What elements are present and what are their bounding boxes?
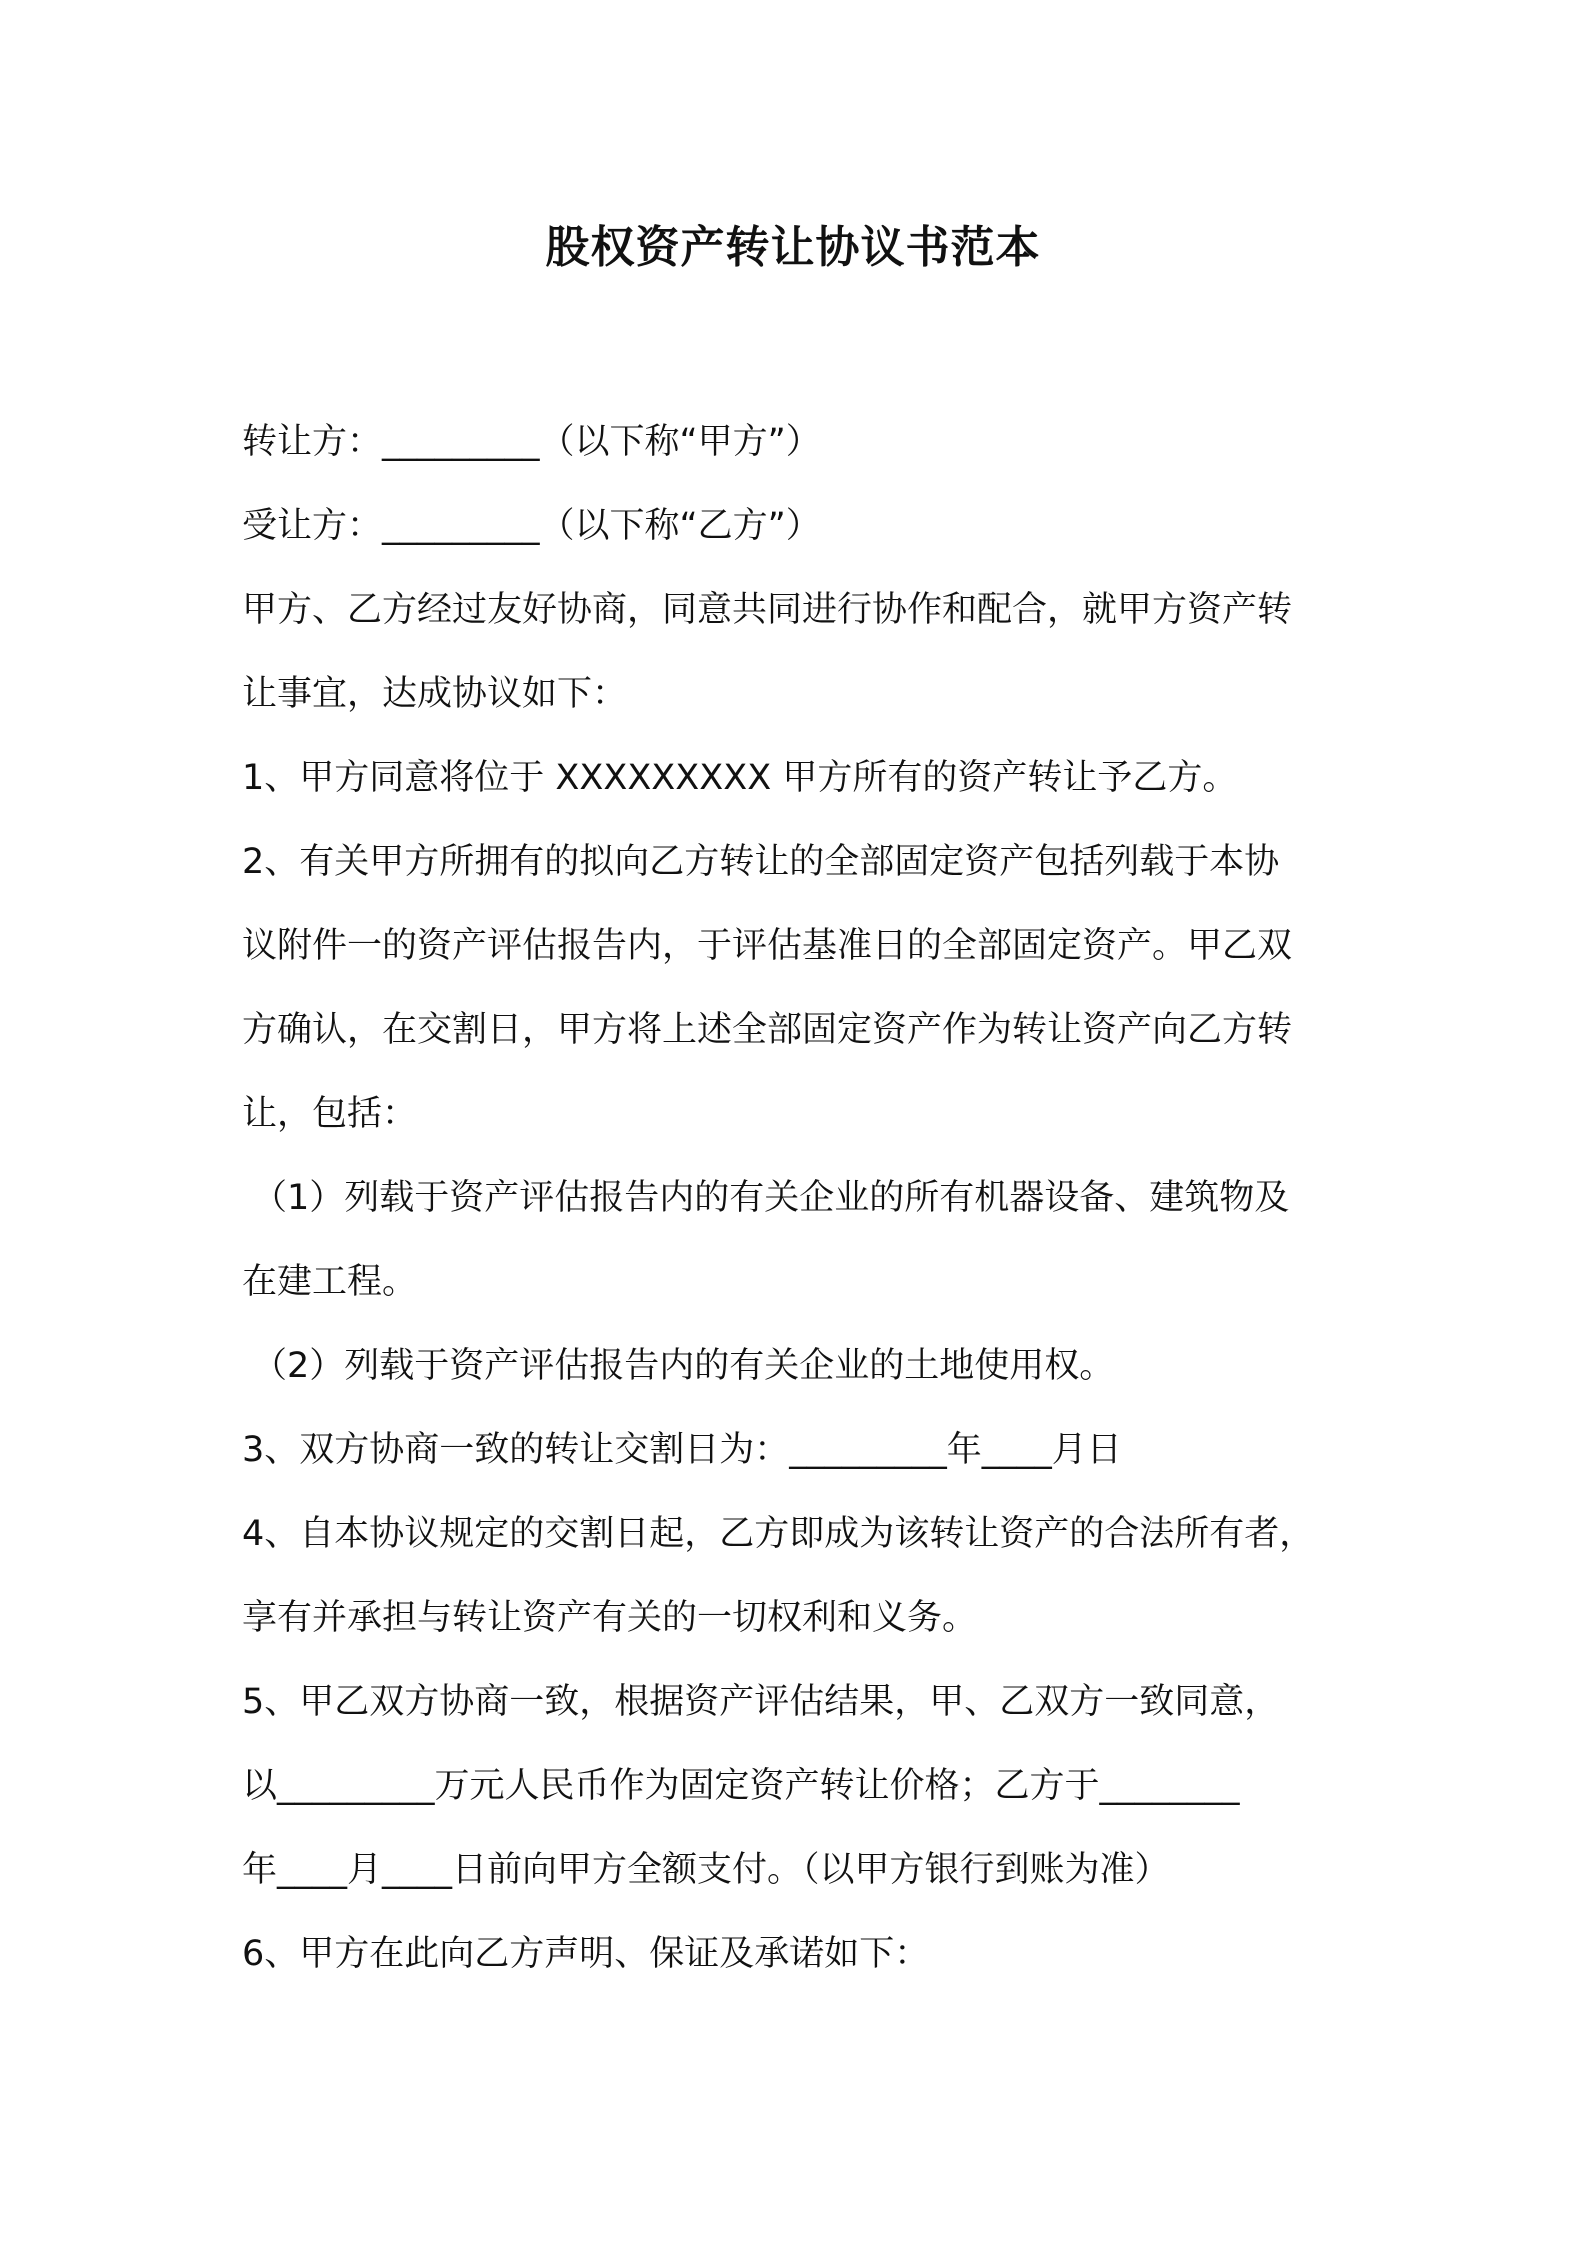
clause-1-line: 1、甲方同意将位于 XXXXXXXXX 甲方所有的资产转让予乙方。 bbox=[242, 758, 1238, 798]
clause-2-line-4: 让，包括： bbox=[242, 1094, 418, 1134]
clause-5-line-2: 以_________万元人民币作为固定资产转让价格；乙方于________ bbox=[242, 1766, 1240, 1806]
clause-2-line-2: 议附件一的资产评估报告内，于评估基准日的全部固定资产。甲乙双 bbox=[242, 926, 1293, 966]
transferee-line: 受让方：_________（以下称“乙方”） bbox=[242, 506, 821, 546]
document-body bbox=[242, 400, 1372, 1996]
clause-4-line-1: 4、自本协议规定的交割日起，乙方即成为该转让资产的合法所有者， bbox=[242, 1514, 1315, 1554]
clause-3-line: 3、双方协商一致的转让交割日为：_________年____月日 bbox=[242, 1430, 1122, 1470]
clause-2-item-1-line-1: （1）列载于资产评估报告内的有关企业的所有机器设备、建筑物及 bbox=[252, 1178, 1290, 1218]
clause-2-line-3: 方确认，在交割日，甲方将上述全部固定资产作为转让资产向乙方转 bbox=[242, 1010, 1293, 1050]
preamble-line-1: 甲方、乙方经过友好协商，同意共同进行协作和配合，就甲方资产转 bbox=[242, 590, 1293, 630]
preamble-line-2: 让事宜，达成协议如下： bbox=[242, 674, 628, 714]
transferor-line: 转让方：_________（以下称“甲方”） bbox=[242, 422, 821, 462]
clause-2-item-2-line: （2）列载于资产评估报告内的有关企业的土地使用权。 bbox=[252, 1346, 1115, 1386]
clause-2-item-1-line-2: 在建工程。 bbox=[242, 1262, 418, 1302]
document-title: 股权资产转让协议书范本 bbox=[545, 222, 1041, 273]
clause-6-line: 6、甲方在此向乙方声明、保证及承诺如下： bbox=[242, 1934, 930, 1974]
clause-5-line-3: 年____月____日前向甲方全额支付。（以甲方银行到账为准） bbox=[242, 1850, 1170, 1890]
clause-2-line-1: 2、有关甲方所拥有的拟向乙方转让的全部固定资产包括列载于本协 bbox=[242, 842, 1280, 882]
clause-4-line-2: 享有并承担与转让资产有关的一切权利和义务。 bbox=[242, 1598, 978, 1638]
clause-5-line-1: 5、甲乙双方协商一致，根据资产评估结果，甲、乙双方一致同意， bbox=[242, 1682, 1280, 1722]
